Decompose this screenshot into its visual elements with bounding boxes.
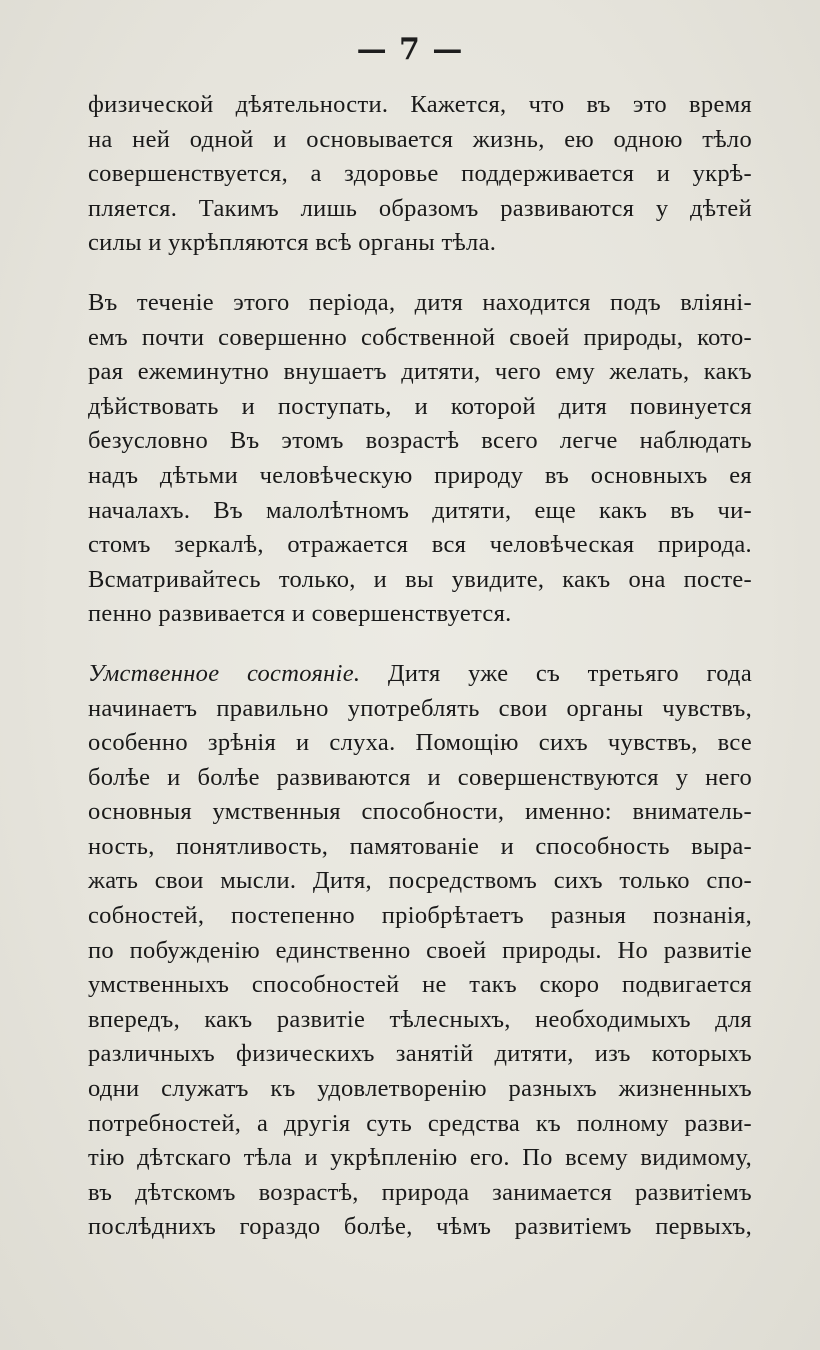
text-line: послѣднихъ гораздо болѣе, чѣмъ развитіемъ первыхъ, xyxy=(88,1213,752,1241)
text-line: умственныхъ способностей не такъ скоро подвигается xyxy=(88,971,752,999)
text-line: потребностей, а другія суть средства къ полному разви- xyxy=(88,1109,752,1137)
text-line: основныя умственныя способности, именно: вниматель- xyxy=(88,798,752,826)
text-line: болѣе и болѣе развиваются и совершенствуются у него xyxy=(88,763,752,791)
text-line: пляется. Такимъ лишь образомъ развиваются у дѣтей xyxy=(88,194,752,222)
text-line: дѣйствовать и поступать, и которой дитя повинуется xyxy=(88,392,752,420)
text-line: совершенствуется, а здоровье поддерживается и укрѣ- xyxy=(88,160,752,188)
text-line: по побужденію единственно своей природы. Но развитіе xyxy=(88,936,752,964)
first-line-rest: Дитя уже съ третьяго года xyxy=(387,659,753,687)
page-number-header: — 7 — xyxy=(356,32,464,67)
text-line: надъ дѣтьми человѣческую природу въ основныхъ ея xyxy=(88,461,752,489)
text-line: пенно развивается и совершенствуется. xyxy=(88,600,512,628)
text-line: физической дѣятельности. Кажется, что въ это время xyxy=(88,91,752,118)
paragraph-2 xyxy=(88,286,752,632)
text-line: безусловно Въ этомъ возрастѣ всего легче наблюдать xyxy=(88,427,752,455)
paragraph-1 xyxy=(88,88,752,261)
text-line: особенно зрѣнія и слуха. Помощію сихъ чувствъ, все xyxy=(88,729,752,757)
text-line: силы и укрѣпляются всѣ органы тѣла. xyxy=(88,229,497,257)
text-line: рая ежеминутно внушаетъ дитяти, чего ему желать, какъ xyxy=(88,358,752,386)
text-line: въ дѣтскомъ возрастѣ, природа занимается развитіемъ xyxy=(88,1178,752,1206)
text-line: начинаетъ правильно употреблять свои органы чувствъ, xyxy=(88,694,752,722)
text-line: различныхъ физическихъ занятій дитяти, изъ которыхъ xyxy=(88,1040,752,1068)
text-line: стомъ зеркалѣ, отражается вся человѣческая природа. xyxy=(88,531,752,559)
paragraph-3 xyxy=(88,657,752,1245)
text-line: одни служатъ къ удовлетворенію разныхъ жизненныхъ xyxy=(88,1075,752,1103)
body-text xyxy=(88,88,752,1245)
text-line: емъ почти совершенно собственной своей природы, кото- xyxy=(88,323,752,351)
text-line: ность, понятливость, памятованіе и способность выра- xyxy=(88,832,752,860)
text-line: на ней одной и основывается жизнь, ею одною тѣло xyxy=(88,125,752,153)
text-line: впередъ, какъ развитіе тѣлесныхъ, необходимыхъ для xyxy=(88,1005,752,1033)
text-line-first xyxy=(88,657,752,692)
text-line: началахъ. Въ малолѣтномъ дитяти, еще какъ въ чи- xyxy=(88,496,752,524)
text-line: жать свои мысли. Дитя, посредствомъ сихъ только спо- xyxy=(88,867,752,895)
section-lead-italic: Умственное состояніе. xyxy=(88,659,361,687)
text-line: Въ теченіе этого періода, дитя находится подъ вліяні- xyxy=(88,288,752,316)
text-line: собностей, постепенно пріобрѣтаетъ разныя познанія, xyxy=(88,902,752,930)
text-line: Всматривайтесь только, и вы увидите, какъ она посте- xyxy=(88,565,752,593)
text-line: тію дѣтскаго тѣла и укрѣпленію его. По всему видимому, xyxy=(88,1144,752,1172)
